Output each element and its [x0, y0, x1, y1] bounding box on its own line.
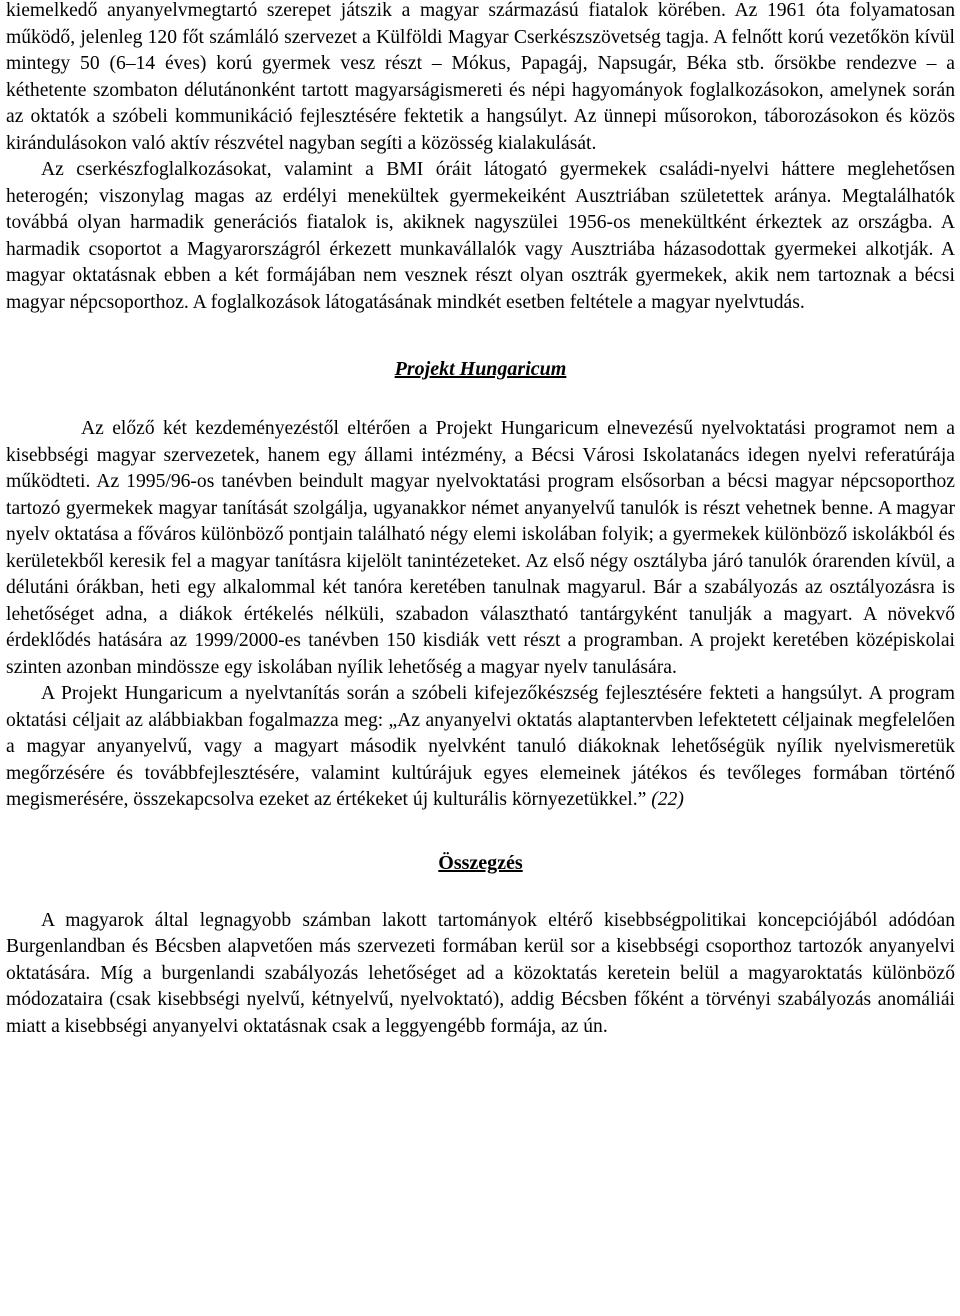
paragraph-scouts-intro: kiemelkedő anyanyelvmegtartó szerepet játszik a magyar származású fiatalok körében. Az 1961 óta folyamatosan működő, jelenleg 120 főt számláló szervezet a Külföldi Magyar Cserkészszövetség tagja. A felnőtt korú vezetőkön kívül mintegy 50 (6–14 éves) korú gyermek vesz részt – Mókus, Papagáj, Napsugár, Béka stb. őrsökbe rendezve – a kéthetente szombaton délutánonként tartott magyarságismereti és népi hagyományok foglalkozásokon, amelynek során az oktatók a szóbeli kommunikáció fejlesztésére fektetik a hangsúlyt. Az ünnepi műsorokon, táborozásokon és közös kirándulásokon való aktív részvétel nagyban segíti a közösség kialakulását.	[6, 0, 955, 154]
citation-reference: (22)	[651, 789, 684, 810]
paragraph-summary: A magyarok által legnagyobb számban lakott tartományok eltérő kisebbségpolitikai koncepciójából adódóan Burgenlandban és Bécsben alapvetően más szervezeti formában kerül sor a kisebbségi csoporthoz tartozók anyanyelvi oktatására. Míg a burgenlandi szabályozás lehetőséget ad a közoktatás keretein belül a magyaroktatás különböző módozataira (csak kisebbségi nyelvű, kétnyelvű, nyelvoktató), addig Bécsben főként a törvényi szabályozás anomáliái miatt a kisebbségi anyanyelvi oktatásnak csak a leggyengébb formája, az ún.	[6, 909, 955, 1037]
section-heading-osszegzes: Összegzés	[438, 851, 523, 874]
section-heading-projekt-hungaricum: Projekt Hungaricum	[394, 358, 567, 380]
paragraph-projekt-goals-text: A Projekt Hungaricum a nyelvtanítás során a szóbeli kifejezőkészség fejlesztésére fekteti a hangsúlyt. A program oktatási céljait az alábbiakban fogalmazza meg: „Az anyanyelvi oktatás alaptantervben lefektetett céljainak megfelelően a magyar anyanyelvű, vagy a magyart második nyelvként tanuló diákoknak lehetőségük nyílik nyelvismeretük megőrzésére és továbbfejlesztésére, valamint kultúrájuk egyes elemeinek játékos és tevőleges formában történő megismerésére, összekapcsolva ezeket az értékeket új kulturális környezetükkel.”	[6, 683, 955, 810]
paragraph-projekt-overview: Az előző két kezdeményezéstől eltérően a Projekt Hungaricum elnevezésű nyelvoktatási programot nem a kisebbségi magyar szervezetek, hanem egy állami intézmény, a Bécsi Városi Iskolatanács idegen nyelvi referatúrája működteti. Az 1995/96-os tanévben beindult magyar nyelvoktatási program elsősorban a bécsi magyar népcsoporthoz tartozó gyermekek magyar tanítását szolgálja, ugyanakkor német anyanyelvű tanulók is részt vehetnek benne. A magyar nyelv oktatása a főváros különböző pontjain található négy elemi iskolában folyik; a gyermekek különböző iskolákból és kerületekből keresik fel a magyar tanításra kijelölt tanintézeteket. Az első négy osztályba járó tanulók órarenden kívül, a délutáni órákban, heti egy alkalommal két tanóra keretében tanulnak magyarul. Bár a szabályozás az osztályozásra is lehetőséget adna, a diákok értékelés nélküli, szabadon választható tantárgyként tanulják a magyart. A növekvő érdeklődés hatására az 1999/2000-es tanévben 150 kisdiák vett részt a programban. A projekt keretében középiskolai szinten azonban mindössze egy iskolában nyílik lehetőség a magyar nyelv tanulására.	[6, 418, 955, 678]
paragraph-projekt-goals	[6, 681, 955, 814]
paragraph-family-background: Az cserkészfoglalkozásokat, valamint a BMI óráit látogató gyermekek családi-nyelvi háttere meglehetősen heterogén; viszonylag magas az erdélyi menekültek gyermekeiként Ausztriában születettek aránya. Megtalálhatók továbbá olyan harmadik generációs fiatalok is, akiknek nagyszülei 1956-os menekültként érkeztek az országba. A harmadik csoportot a Magyarországról érkezett munkavállalók vagy Ausztriába házasodottak gyermekei alkotják. A magyar oktatásnak ebben a két formájában nem vesznek részt olyan osztrák gyermekek, akik nem tartoznak a bécsi magyar népcsoporthoz. A foglalkozások látogatásának mindkét esetben feltétele a magyar nyelvtudás.	[6, 159, 955, 313]
